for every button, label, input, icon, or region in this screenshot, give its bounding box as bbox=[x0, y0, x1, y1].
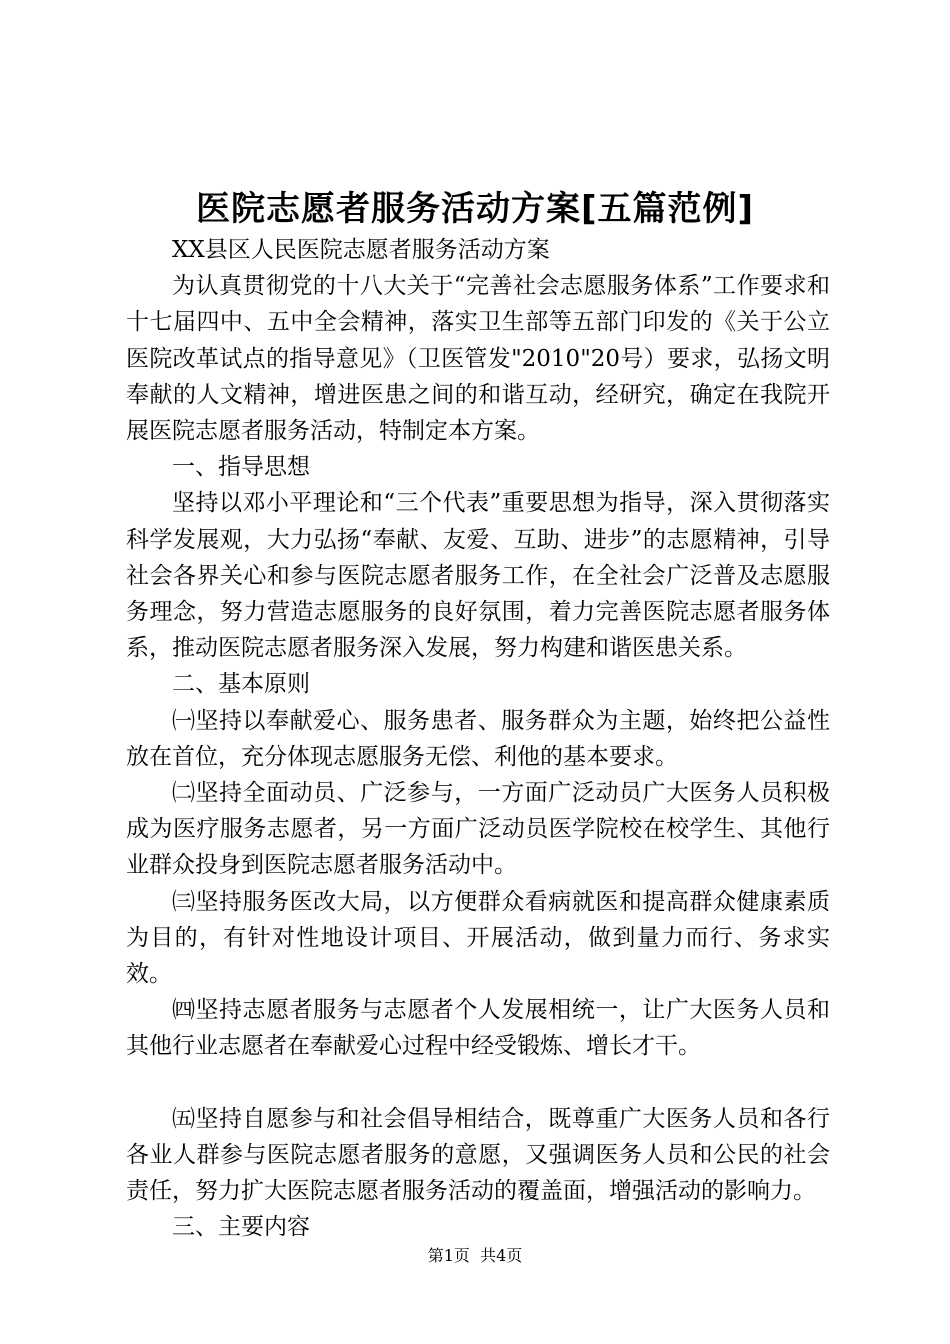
section-heading-guiding-thought: 一、指导思想 bbox=[172, 454, 310, 481]
page-footer bbox=[0, 1244, 950, 1268]
section-heading-main-content: 三、主要内容 bbox=[172, 1214, 310, 1241]
paragraph-subtitle: XX县区人民医院志愿者服务活动方案 bbox=[172, 237, 550, 263]
paragraph-guiding-thought: 坚持以邓小平理论和“三个代表”重要思想为指导，深入贯彻落实科学发展观，大力弘扬“奉献、友爱、互助、进步”的志愿精神，引导社会各界关心和参与医院志愿者服务工作，在全社会广泛普及志愿服务理念，努力营造志愿服务的良好氛围，着力完善医院志愿者服务体系，推动医院志愿者服务深入发展，努力构建和谐医患关系。 bbox=[126, 490, 830, 662]
document-title: 医院志愿者服务活动方案[五篇范例] bbox=[195, 189, 755, 229]
paragraph-principle-3: ㈢坚持服务医改大局，以方便群众看病就医和提高群众健康素质为目的，有针对性地设计项目、开展活动，做到量力而行、务求实效。 bbox=[126, 888, 830, 988]
section-heading-basic-principles: 二、基本原则 bbox=[172, 671, 310, 698]
paragraph-intro: 为认真贯彻党的十八大关于“完善社会志愿服务体系”工作要求和十七届四中、五中全会精神，落实卫生部等五部门印发的《关于公立医院改革试点的指导意见》（卫医管发"2010"20号）要求，弘扬文明奉献的人文精神，增进医患之间的和谐互动，经研究，确定在我院开展医院志愿者服务活动，特制定本方案。 bbox=[126, 273, 830, 445]
paragraph-principle-4: ㈣坚持志愿者服务与志愿者个人发展相统一，让广大医务人员和其他行业志愿者在奉献爱心过程中经受锻炼、增长才干。 bbox=[126, 997, 830, 1060]
document-body bbox=[126, 232, 830, 1245]
page-number: 第1页 bbox=[427, 1246, 470, 1265]
page-total: 共4页 bbox=[480, 1246, 523, 1265]
paragraph-principle-2: ㈡坚持全面动员、广泛参与，一方面广泛动员广大医务人员积极成为医疗服务志愿者，另一方面广泛动员医学院校在校学生、其他行业群众投身到医院志愿者服务活动中。 bbox=[126, 780, 830, 879]
paragraph-principle-5: ㈤坚持自愿参与和社会倡导相结合，既尊重广大医务人员和各行各业人群参与医院志愿者服务的意愿，又强调医务人员和公民的社会责任，努力扩大医院志愿者服务活动的覆盖面，增强活动的影响力。 bbox=[126, 1105, 830, 1205]
paragraph-principle-1: ㈠坚持以奉献爱心、服务患者、服务群众为主题，始终把公益性放在首位，充分体现志愿服务无偿、利他的基本要求。 bbox=[126, 707, 830, 770]
